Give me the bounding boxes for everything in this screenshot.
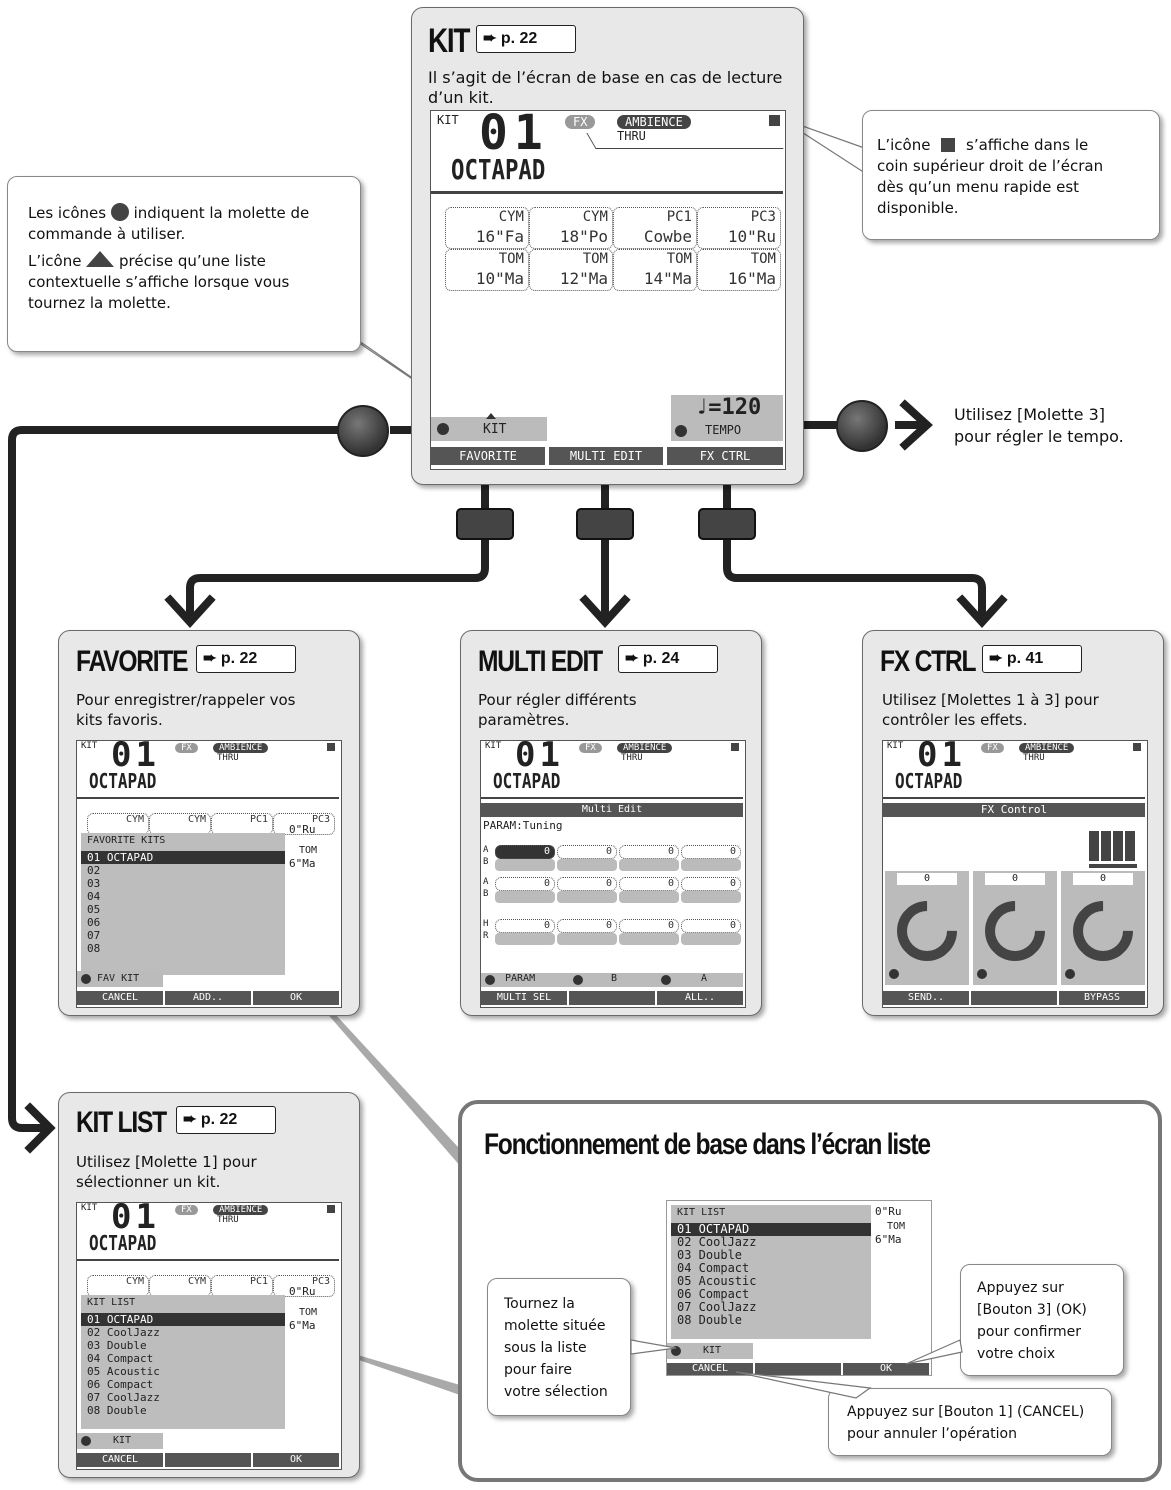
pad-instrument: 12"Ma	[559, 269, 608, 288]
fx-control-bar: FX Control	[883, 803, 1145, 817]
list-item[interactable]: 05 Acoustic	[677, 1274, 757, 1288]
arrow-right-icon: ➨	[625, 650, 639, 667]
pad-cell: CYM	[87, 1275, 149, 1297]
kit-list-page-ref: ➨ p. 22	[176, 1106, 276, 1134]
fav-fkey-add[interactable]: ADD..	[165, 991, 251, 1005]
pad-type: CYM	[582, 209, 608, 225]
list-item[interactable]: 02 CoolJazz	[87, 1326, 160, 1339]
fx-knob-value: 0	[897, 873, 957, 885]
list-item[interactable]: 01 OCTAPAD	[81, 1313, 285, 1326]
me-fkey-multi-sel[interactable]: MULTI SEL	[481, 991, 567, 1005]
value-cell[interactable]: 0	[557, 845, 617, 859]
me-knob-param: PARAM	[505, 973, 536, 984]
fx-ctrl-desc1: Utilisez [Molettes 1 à 3] pour	[882, 691, 1099, 709]
value-cell[interactable]: 0	[557, 877, 617, 891]
kit-desc-line1: Il s’agit de l’écran de base en cas de lecture	[428, 68, 783, 87]
list-item[interactable]: 05	[87, 903, 101, 916]
list-item[interactable]: 01 OCTAPAD	[671, 1223, 871, 1236]
kit-number: 01	[479, 110, 549, 161]
callout-quick-line2: coin supérieur droit de l’écran	[877, 157, 1104, 175]
kit-number: 01	[917, 740, 966, 775]
favorite-desc1: Pour enregistrer/rappeler vos	[76, 691, 296, 709]
basics-side-ma: 6"Ma	[875, 1233, 902, 1246]
pad-instrument: Cowbe	[643, 227, 692, 246]
callout-line: pour annuler l’opération	[847, 1426, 1017, 1442]
arrow-right-icon: ➨	[989, 650, 1003, 667]
callout-line: molette située	[504, 1318, 606, 1334]
callout-line: pour faire	[504, 1362, 572, 1378]
kl-knob-label: KIT	[113, 1435, 132, 1446]
basics-side-ru: 0"Ru	[875, 1205, 902, 1218]
value-cell[interactable]: 0	[619, 919, 679, 933]
callout-knob-line4: contextuelle s’affiche lorsque vous	[28, 273, 290, 291]
favorite-title: FAVORITE	[76, 645, 188, 678]
kit-name: OCTAPAD	[89, 1231, 157, 1255]
callout-knob-line5: tournez la molette.	[28, 294, 171, 312]
callout-quick-line3: dès qu’un menu rapide est	[877, 178, 1080, 196]
multi-edit-param: PARAM:Tuning	[483, 819, 563, 832]
kl-fkey-cancel[interactable]: CANCEL	[77, 1453, 163, 1467]
me-fkey-all[interactable]: ALL..	[657, 991, 743, 1005]
arrow-right-icon: ➨	[183, 1111, 197, 1128]
list-item[interactable]: 02	[87, 864, 101, 877]
arrow-right-icon: ➨	[483, 30, 497, 47]
fx-ctrl-page-ref: ➨ p. 41	[982, 645, 1082, 673]
list-item[interactable]: 04 Compact	[87, 1352, 154, 1365]
fx-knob-value: 0	[985, 873, 1045, 885]
list-item[interactable]: 06 Compact	[87, 1378, 154, 1391]
thru-label: THRU	[621, 753, 643, 763]
callout-line: Appuyez sur [Bouton 1] (CANCEL)	[847, 1404, 1085, 1420]
kit-label: KIT	[81, 1203, 98, 1213]
tempo-note-line1: Utilisez [Molette 3]	[954, 405, 1106, 424]
callout-line: votre sélection	[504, 1384, 608, 1400]
thru-label: THRU	[217, 1215, 239, 1225]
thru-label: THRU	[1023, 753, 1045, 763]
pad-side-tom: TOM	[299, 1307, 318, 1318]
pad-instrument: 18"Po	[559, 227, 608, 246]
pad-cell: CYM	[87, 813, 149, 835]
favorite-desc2: kits favoris.	[76, 711, 163, 729]
fkey-multi-edit[interactable]: MULTI EDIT	[549, 447, 663, 465]
pad-side-ma: 6"Ma	[289, 857, 316, 870]
thru-label: THRU	[217, 753, 239, 763]
pad-type: TOM	[666, 251, 692, 267]
kit-label: KIT	[81, 741, 98, 751]
list-item[interactable]: 02 CoolJazz	[677, 1235, 757, 1249]
kit-name: OCTAPAD	[89, 769, 157, 793]
list-item[interactable]: 08	[87, 942, 101, 955]
list-item[interactable]: 07	[87, 929, 101, 942]
pad-cell: PC1	[211, 813, 273, 835]
kit-knob-label: KIT	[483, 422, 507, 437]
list-item[interactable]: 08 Double	[677, 1313, 743, 1327]
kit-label: KIT	[887, 741, 904, 751]
pad-side-tom: TOM	[299, 845, 318, 856]
arrow-right-icon: ➨	[203, 650, 217, 667]
callout-quick-line1: L’icône s’affiche dans le	[877, 136, 1089, 154]
fx-badge: FX	[981, 743, 1004, 753]
kit-name: OCTAPAD	[493, 769, 561, 793]
callout-line: votre choix	[977, 1346, 1056, 1362]
value-cell[interactable]: 0	[495, 877, 555, 891]
thru-label: THRU	[617, 129, 646, 143]
pad-type: TOM	[750, 251, 776, 267]
me-knob-a: A	[701, 973, 708, 984]
row-label: A	[483, 877, 489, 887]
list-item[interactable]: 04 Compact	[677, 1261, 750, 1275]
pad-type: TOM	[498, 251, 524, 267]
multi-edit-title: MULTI EDIT	[478, 645, 602, 678]
value-cell[interactable]: 0	[619, 845, 679, 859]
fx-fkey-bypass[interactable]: BYPASS	[1059, 991, 1145, 1005]
fav-knob-label: FAV KIT	[97, 973, 140, 984]
ambience-badge: AMBIENCE	[213, 743, 268, 753]
basics-list-title: KIT LIST	[677, 1207, 726, 1218]
bs-fkey-cancel[interactable]: CANCEL	[667, 1363, 753, 1375]
ambience-badge: AMBIENCE	[617, 743, 672, 753]
kit-number: 01	[515, 740, 564, 775]
value-cell[interactable]: 0	[495, 845, 555, 859]
list-item[interactable]: 06 Compact	[677, 1287, 750, 1301]
kit-name: OCTAPAD	[895, 769, 963, 793]
list-item[interactable]: 05 Acoustic	[87, 1365, 160, 1378]
fx-ctrl-title: FX CTRL	[880, 645, 976, 678]
callout-knob-line3: L’icône précise qu’une liste	[28, 252, 266, 270]
callout-knob-line2: commande à utiliser.	[28, 225, 186, 243]
ambience-badge: AMBIENCE	[617, 115, 691, 129]
kit-number: 01	[111, 740, 160, 775]
multi-edit-bar: Multi Edit	[481, 803, 743, 817]
callout-line: Appuyez sur	[977, 1280, 1064, 1296]
list-item[interactable]: 08 Double	[87, 1404, 147, 1417]
kit-page-ref: ➨ p. 22	[476, 25, 576, 53]
pad-instrument: 16"Fa	[475, 227, 524, 246]
pad-instrument: 10"Ma	[475, 269, 524, 288]
value-cell[interactable]: 0	[681, 845, 741, 859]
multi-edit-page-ref: ➨ p. 24	[618, 645, 718, 673]
row-label: B	[483, 857, 489, 867]
pad-cell: CYM	[149, 1275, 211, 1297]
fkey-fx-ctrl[interactable]: FX CTRL	[667, 447, 783, 465]
bs-knob-label: KIT	[703, 1345, 722, 1356]
fx-ctrl-desc2: contrôler les effets.	[882, 711, 1028, 729]
row-label: B	[483, 889, 489, 899]
tempo-value: ♩=120	[695, 395, 762, 420]
callout-line: [Bouton 3] (OK)	[977, 1302, 1087, 1318]
favorite-page-ref: ➨ p. 22	[196, 645, 296, 673]
favorite-list-title: FAVORITE KITS	[87, 835, 166, 846]
fx-badge: FX	[579, 743, 602, 753]
kit-panel-title: KIT	[428, 22, 470, 60]
list-item[interactable]: 03 Double	[87, 1339, 147, 1352]
multi-edit-desc1: Pour régler différents	[478, 691, 637, 709]
fx-badge: FX	[175, 1205, 198, 1215]
row-label: R	[483, 931, 489, 941]
fx-badge: FX	[565, 115, 595, 129]
callout-line: sous la liste	[504, 1340, 587, 1356]
list-item[interactable]: 07 CoolJazz	[87, 1391, 160, 1404]
kit-desc-line2: d’un kit.	[428, 88, 494, 107]
pad-side-ma: 6"Ma	[289, 1319, 316, 1332]
list-item[interactable]: 03 Double	[677, 1248, 743, 1262]
fav-fkey-ok[interactable]: OK	[253, 991, 339, 1005]
value-cell[interactable]: 0	[495, 919, 555, 933]
ambience-badge: AMBIENCE	[213, 1205, 268, 1215]
pad-type: PC1	[666, 209, 692, 225]
pad-type: PC3	[750, 209, 776, 225]
kit-list-title: KIT LIST	[76, 1106, 166, 1139]
kit-list-desc2: sélectionner un kit.	[76, 1173, 221, 1191]
row-label: A	[483, 845, 489, 855]
value-cell[interactable]: 0	[681, 877, 741, 891]
kit-list-popup-title: KIT LIST	[87, 1297, 136, 1308]
pad-cell: PC1	[211, 1275, 273, 1297]
kit-label: KIT	[485, 741, 502, 751]
pad-instrument: 16"Ma	[727, 269, 776, 288]
me-knob-b: B	[611, 973, 618, 984]
value-cell[interactable]: 0	[619, 877, 679, 891]
kit-name: OCTAPAD	[451, 153, 546, 186]
kl-fkey-ok[interactable]: OK	[253, 1453, 339, 1467]
fkey-favorite[interactable]: FAVORITE	[431, 447, 545, 465]
multi-edit-desc2: paramètres.	[478, 711, 570, 729]
pad-type: CYM	[498, 209, 524, 225]
basics-side-tom: TOM	[887, 1221, 906, 1232]
fx-fkey-send[interactable]: SEND..	[883, 991, 969, 1005]
tempo-label: TEMPO	[705, 423, 742, 437]
pad-instrument: 10"Ru	[727, 227, 776, 246]
list-item[interactable]: 07 CoolJazz	[677, 1300, 757, 1314]
callout-quick-line4: disponible.	[877, 199, 959, 217]
callout-line: Tournez la	[504, 1296, 575, 1312]
basics-title: Fonctionnement de base dans l’écran liste	[484, 1128, 930, 1161]
callout-knob-line1: Les icônes indiquent la molette de	[28, 204, 310, 222]
bs-fkey-ok[interactable]: OK	[843, 1363, 929, 1375]
list-item[interactable]: 06	[87, 916, 101, 929]
fav-fkey-cancel[interactable]: CANCEL	[77, 991, 163, 1005]
list-item[interactable]: 03	[87, 877, 101, 890]
row-label: H	[483, 919, 489, 929]
pad-cell: PC3	[273, 1275, 335, 1297]
pad-type: TOM	[582, 251, 608, 267]
callout-line: pour confirmer	[977, 1324, 1082, 1340]
list-item[interactable]: 01 OCTAPAD	[81, 851, 285, 864]
kit-label: KIT	[437, 113, 459, 127]
kit-number: 01	[111, 1202, 160, 1237]
list-item[interactable]: 04	[87, 890, 101, 903]
fx-badge: FX	[175, 743, 198, 753]
value-cell[interactable]: 0	[557, 919, 617, 933]
value-cell[interactable]: 0	[681, 919, 741, 933]
pad-cell: CYM	[149, 813, 211, 835]
pad-side-ru: 0"Ru	[289, 823, 316, 836]
kit-list-desc1: Utilisez [Molette 1] pour	[76, 1153, 257, 1171]
pad-cell: PC3	[273, 813, 335, 835]
pad-side-ru: 0"Ru	[289, 1285, 316, 1298]
ambience-badge: AMBIENCE	[1019, 743, 1074, 753]
fx-knob-value: 0	[1073, 873, 1133, 885]
pad-instrument: 14"Ma	[643, 269, 692, 288]
tempo-note-line2: pour régler le tempo.	[954, 427, 1124, 446]
